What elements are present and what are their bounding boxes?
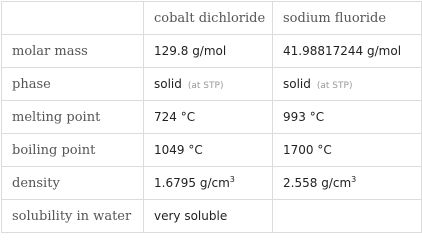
table-row (2, 167, 422, 200)
row-label-phase: phase (2, 68, 144, 101)
unit-exponent: 3 (229, 175, 235, 184)
unit-exponent: 3 (351, 175, 357, 184)
unit: g/mol (192, 44, 227, 58)
table-row (2, 101, 422, 134)
row-label-density: density (2, 167, 144, 200)
table-row (2, 35, 422, 68)
molar-mass-cobalt-dichloride (144, 35, 273, 68)
unit: g/cm (199, 176, 230, 190)
header-corner-cell (2, 2, 144, 35)
melting-point-cobalt-dichloride (144, 101, 273, 134)
header-cobalt-dichloride: cobalt dichloride (144, 2, 273, 35)
value: solid (283, 77, 311, 91)
molar-mass-sodium-fluoride (273, 35, 422, 68)
stp-note: (at STP) (187, 81, 224, 91)
phase-cobalt-dichloride (144, 68, 273, 101)
header-sodium-fluoride: sodium fluoride (273, 2, 422, 35)
value: 1.6795 (154, 176, 196, 190)
unit: °C (317, 143, 332, 157)
boiling-point-cobalt-dichloride (144, 134, 273, 167)
solubility-cobalt-dichloride: very soluble (144, 200, 273, 233)
value: 1049 (154, 143, 185, 157)
value: solid (154, 77, 182, 91)
value: 41.98817244 (283, 44, 364, 58)
density-sodium-fluoride (273, 167, 422, 200)
boiling-point-sodium-fluoride (273, 134, 422, 167)
row-label-solubility: solubility in water (2, 200, 144, 233)
unit: °C (188, 143, 203, 157)
melting-point-sodium-fluoride (273, 101, 422, 134)
table-row (2, 134, 422, 167)
unit: °C (309, 110, 325, 124)
stp-note: (at STP) (316, 81, 353, 91)
value: 1700 (283, 143, 314, 157)
phase-sodium-fluoride (273, 68, 422, 101)
row-label-melting-point: melting point (2, 101, 144, 134)
header-row (2, 2, 422, 35)
solubility-sodium-fluoride (273, 200, 422, 233)
table-row (2, 68, 422, 101)
value: 724 (154, 110, 177, 124)
unit: °C (180, 110, 196, 124)
value: 993 (283, 110, 306, 124)
value: 2.558 (283, 176, 318, 190)
comparison-table (1, 1, 422, 233)
density-cobalt-dichloride (144, 167, 273, 200)
unit: g/cm (321, 176, 352, 190)
value: 129.8 (154, 44, 189, 58)
unit: g/mol (367, 44, 402, 58)
row-label-boiling-point: boiling point (2, 134, 144, 167)
row-label-molar-mass: molar mass (2, 35, 144, 68)
table-row (2, 200, 422, 233)
